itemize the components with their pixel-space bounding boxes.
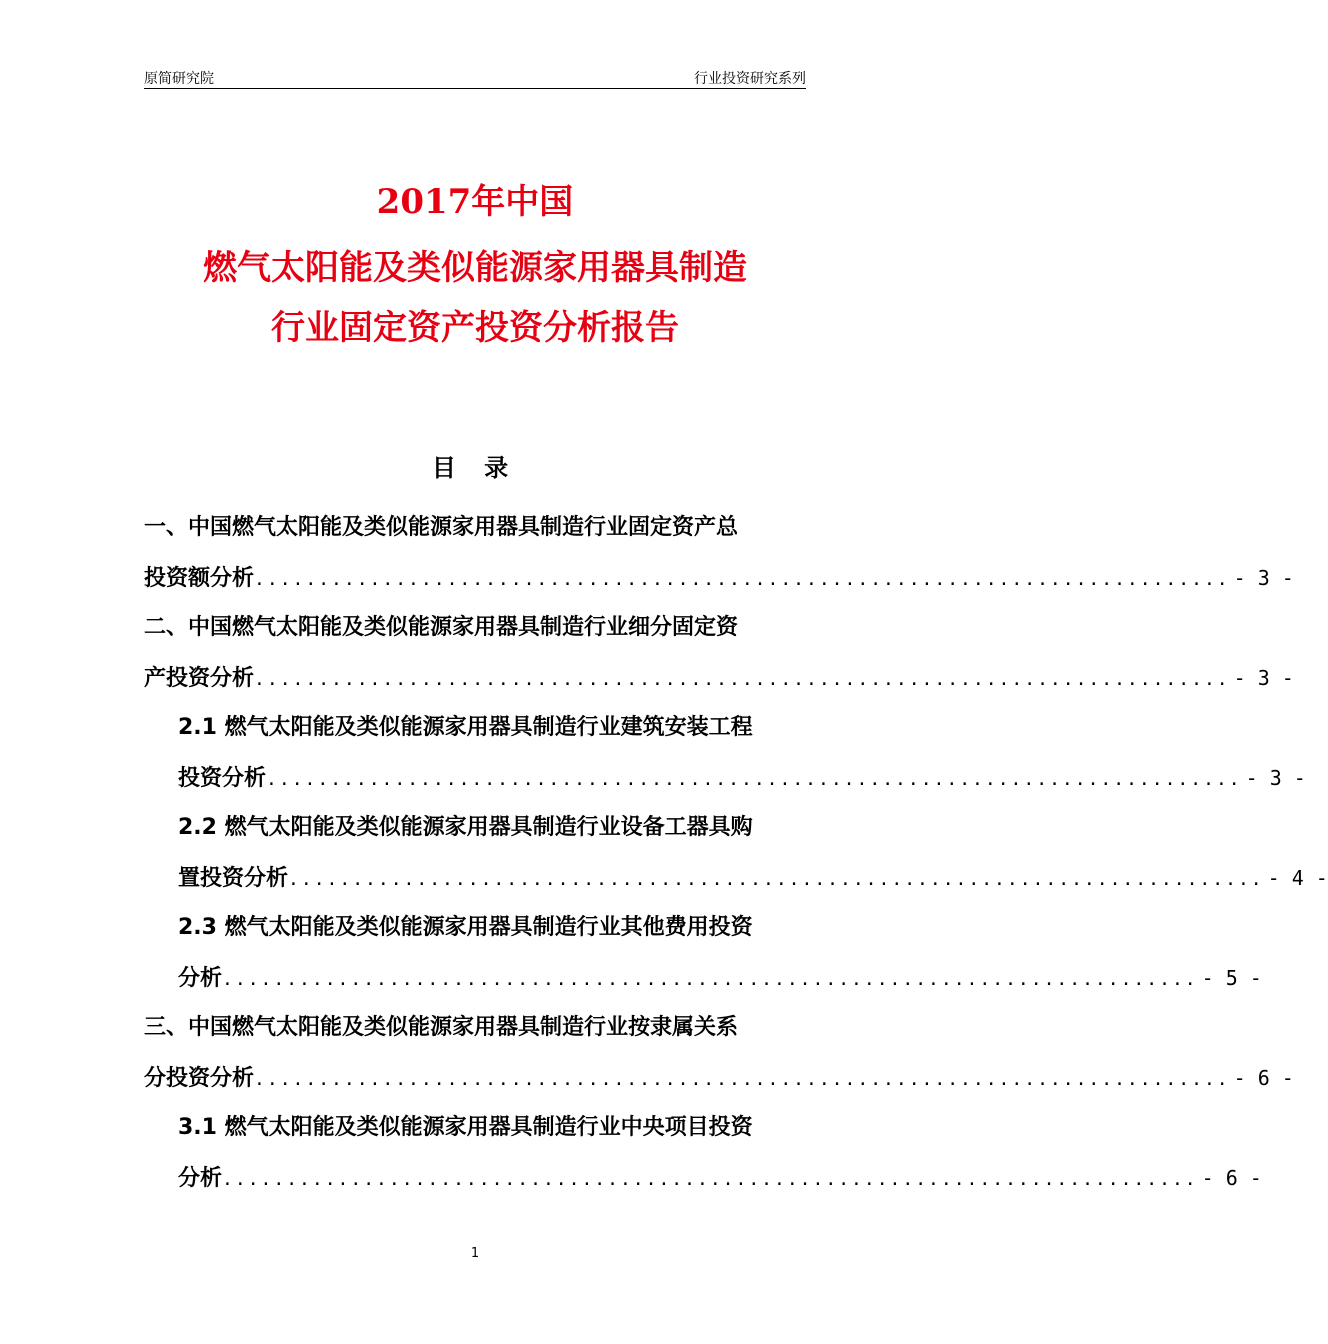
dot-leader: ............................................................................: [222, 969, 1198, 990]
toc-page-number: - 3 -: [1233, 666, 1294, 690]
toc-entry-3-1[interactable]: [144, 1103, 1262, 1203]
report-title-line-1: 2017年中国: [376, 182, 574, 222]
header-series: 行业投资研究系列: [694, 71, 806, 87]
toc-page-number: - 4 -: [1267, 866, 1328, 890]
page-number: 1: [470, 1246, 480, 1261]
report-title-line-3: 行业固定资产投资分析报告: [271, 308, 679, 348]
toc-entry-text: 3.1 燃气太阳能及类似能源家用器具制造行业中央项目投资: [178, 1115, 753, 1140]
toc-page-number: - 5 -: [1201, 966, 1262, 990]
dot-leader: ............................................................................: [254, 569, 1230, 590]
toc-page-number: - 3 -: [1233, 566, 1294, 590]
header-publisher: 原简研究院: [144, 71, 214, 87]
toc-entry-text: 产投资分析: [144, 666, 255, 691]
dot-leader: ............................................................................: [266, 769, 1242, 790]
toc-entry-text: 分析: [178, 966, 223, 991]
dot-leader: ............................................................................: [222, 1169, 1198, 1190]
toc-entry-text: 2.3 燃气太阳能及类似能源家用器具制造行业其他费用投资: [178, 915, 753, 940]
toc-entry-text: 分析: [178, 1166, 223, 1191]
toc-entry-text: 投资分析: [178, 766, 267, 791]
toc-page-number: - 6 -: [1201, 1166, 1262, 1190]
toc-entry-text: 2.2 燃气太阳能及类似能源家用器具制造行业设备工器具购: [178, 815, 753, 840]
toc-entry-1[interactable]: [144, 503, 1294, 603]
toc-page-number: - 6 -: [1233, 1066, 1294, 1090]
page-header: [144, 66, 806, 89]
dot-leader: ............................................................................: [254, 1069, 1230, 1090]
toc-entry-text: 一、中国燃气太阳能及类似能源家用器具制造行业固定资产总: [144, 515, 739, 540]
toc-entry-text: 三、中国燃气太阳能及类似能源家用器具制造行业按隶属关系: [144, 1015, 739, 1040]
toc-entry-text: 二、中国燃气太阳能及类似能源家用器具制造行业细分固定资: [144, 615, 739, 640]
toc-entry-text: 分投资分析: [144, 1066, 255, 1091]
toc-entry-2-1[interactable]: [144, 703, 1306, 803]
dot-leader: ............................................................................: [254, 669, 1230, 690]
toc-entry-2[interactable]: [144, 603, 1294, 703]
report-title-line-2: 燃气太阳能及类似能源家用器具制造: [203, 248, 747, 288]
toc-entry-text: 2.1 燃气太阳能及类似能源家用器具制造行业建筑安装工程: [178, 715, 753, 740]
dot-leader: ............................................................................: [288, 869, 1264, 890]
toc-heading: 目 录: [431, 454, 519, 482]
toc-entry-2-3[interactable]: [144, 903, 1262, 1003]
table-of-contents: [144, 503, 1328, 1203]
toc-entry-2-2[interactable]: [144, 803, 1328, 903]
toc-page-number: - 3 -: [1245, 766, 1306, 790]
toc-entry-text: 置投资分析: [178, 866, 289, 891]
toc-entry-text: 投资额分析: [144, 566, 255, 591]
toc-entry-3[interactable]: [144, 1003, 1294, 1103]
